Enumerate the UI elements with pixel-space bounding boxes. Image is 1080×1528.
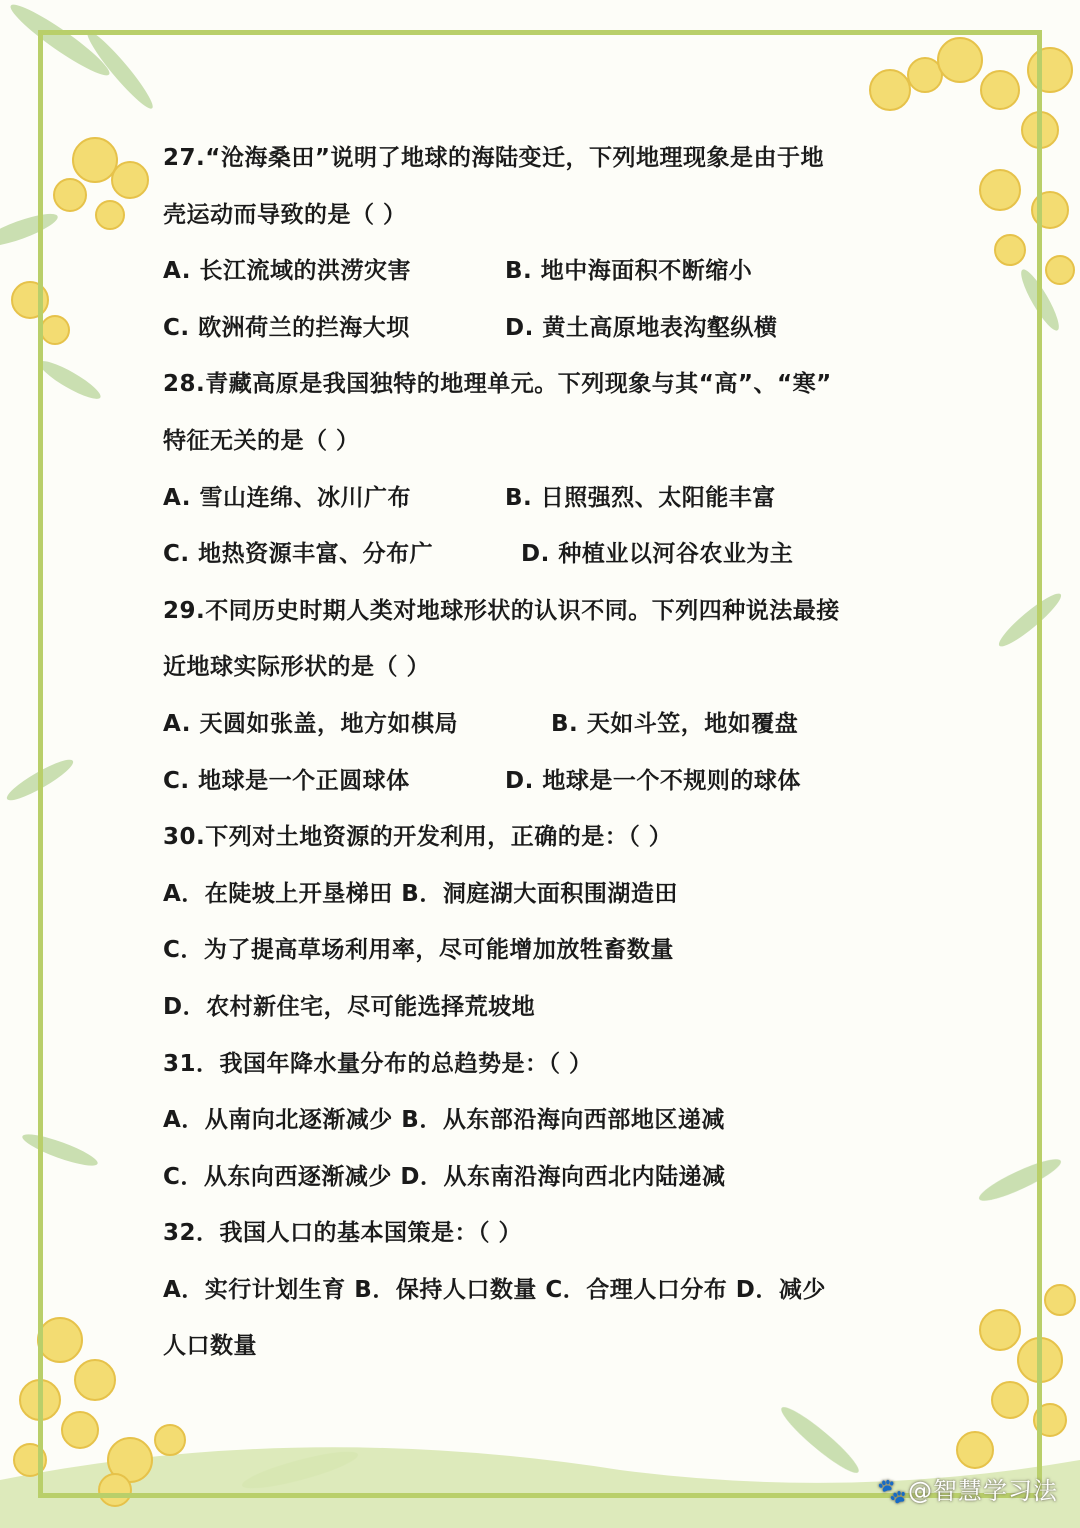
q28-stem-line2: 特征无关的是（ ） <box>163 427 360 454</box>
q28-option-b: B. 日照强烈、太阳能丰富 <box>505 484 776 511</box>
q27-option-c: C. 欧洲荷兰的拦海大坝 <box>163 314 410 341</box>
q29-stem-line1: 29.不同历史时期人类对地球形状的认识不同。下列四种说法最接 <box>163 597 840 624</box>
q30-option-c: C．为了提高草场利用率，尽可能增加放牲畜数量 <box>163 937 674 964</box>
q30-options-ab: A．在陡坡上开垦梯田 B．洞庭湖大面积围湖造田 <box>163 880 678 907</box>
q27-options-cd <box>163 300 943 357</box>
q32-stem: 32．我国人口的基本国策是：（ ） <box>163 1220 523 1247</box>
q28-option-c: C. 地热资源丰富、分布广 <box>163 541 434 568</box>
q31-stem: 31．我国年降水量分布的总趋势是：（ ） <box>163 1050 593 1077</box>
q28-option-a: A. 雪山连绵、冰川广布 <box>163 484 411 511</box>
q32-options-line1: A．实行计划生育 B．保持人口数量 C．合理人口分布 D．减少 <box>163 1276 826 1303</box>
q30-stem: 30.下列对土地资源的开发利用，正确的是：（ ） <box>163 824 673 851</box>
q27-stem-line1: 27.“沧海桑田”说明了地球的海陆变迁，下列地理现象是由于地 <box>163 145 824 171</box>
q27-option-a: A. 长江流域的洪涝灾害 <box>163 258 411 285</box>
q28-options-cd <box>163 526 943 583</box>
q31-options-ab: A．从南向北逐渐减少 B．从东部沿海向西部地区递减 <box>163 1107 725 1134</box>
q27-stem-line2: 壳运动而导致的是（ ） <box>163 201 407 228</box>
q28-stem-line1: 28.青藏高原是我国独特的地理单元。下列现象与其“高”、“寒” <box>163 371 832 398</box>
q27-options-ab <box>163 243 943 300</box>
q28-options-ab <box>163 470 943 527</box>
q31-options-cd: C．从东向西逐渐减少 D．从东南沿海向西北内陆递减 <box>163 1163 726 1190</box>
q29-option-b: B. 天如斗笠，地如覆盘 <box>551 710 799 737</box>
q27-option-d: D. 黄土高原地表沟壑纵横 <box>505 314 778 341</box>
q29-option-c: C. 地球是一个正圆球体 <box>163 767 410 794</box>
q29-option-a: A. 天圆如张盖，地方如棋局 <box>163 710 458 737</box>
q29-option-d: D. 地球是一个不规则的球体 <box>505 767 801 794</box>
question-list <box>163 130 943 1375</box>
q32-options-line2: 人口数量 <box>163 1333 257 1360</box>
q29-options-ab <box>163 696 943 753</box>
q27-option-b: B. 地中海面积不断缩小 <box>505 258 753 285</box>
q28-option-d: D. 种植业以河谷农业为主 <box>521 541 794 568</box>
q29-options-cd <box>163 753 943 810</box>
q29-stem-line2: 近地球实际形状的是（ ） <box>163 654 431 681</box>
q30-option-d: D．农村新住宅，尽可能选择荒坡地 <box>163 993 536 1020</box>
watermark: 🐾@智慧学习法 <box>877 1477 1058 1505</box>
